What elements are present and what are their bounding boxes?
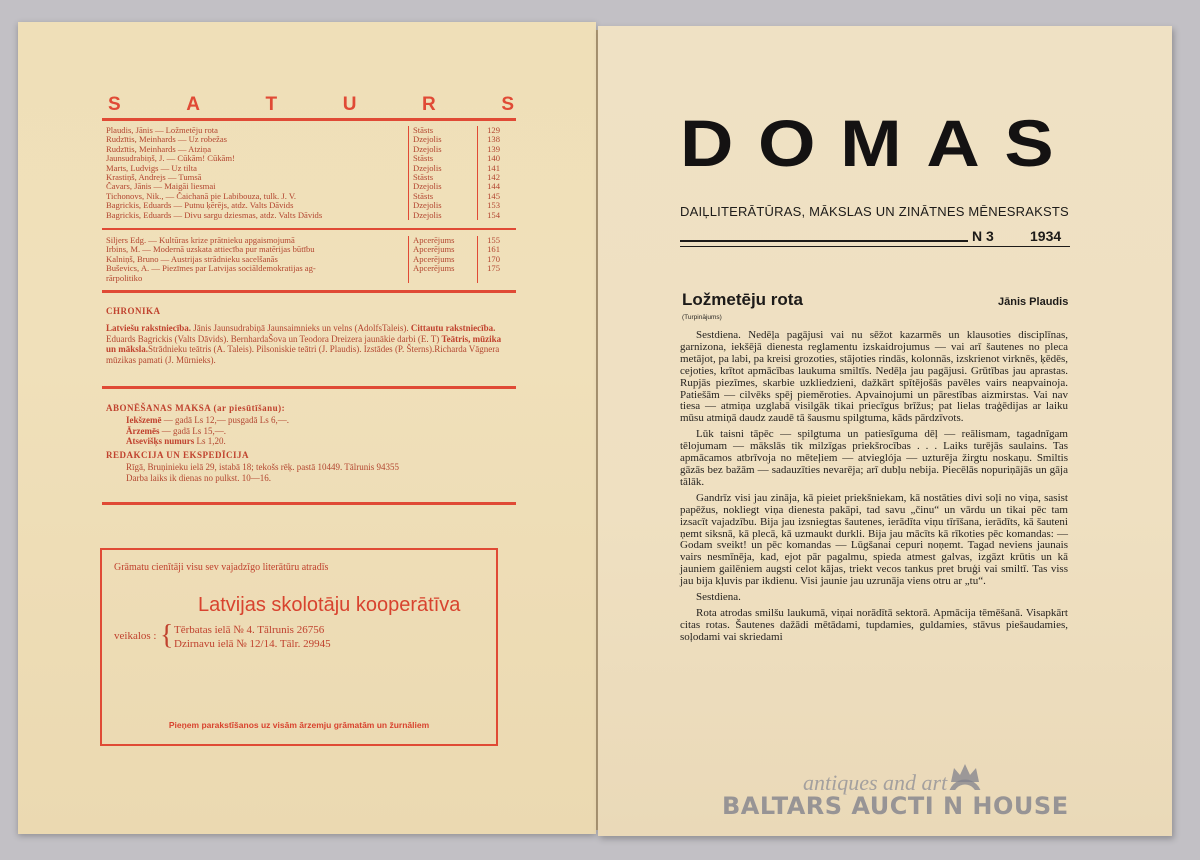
address-line: Darba laiks ik dienas no pulkst. 10—16.	[126, 472, 271, 483]
toc-row	[106, 201, 502, 210]
article-paragraph: Lūk taisni tāpēc — spilgtuma un patiesīguma dēļ — reālismam, tagadnīgam tēlojumam — mākslās tik milzīgas priekšrocības . . . Laiks turējās saulains. Tas apmācamos atbrīvoja no mēteļiem — atvieglója — uzturēja žirgtu noskaņu. Smiltis gāzās bez bažām — sadauzīties nevarēja; arī dubļu nebija. Piecēlās nopuriņājās un gāja tālāk.	[680, 428, 1068, 488]
address-line: Rīgā, Bruņinieku ielā 29, istabā 18; tekošs rēķ. pastā 10449. Tālrunis 94355	[126, 462, 400, 472]
toc-page: 140	[477, 154, 502, 163]
line-text: Richarda Vāgnera mūzikas pamati (J. Mūrnieks).	[106, 344, 500, 365]
bold-label: Teātris, mūzika un māksla.	[106, 333, 502, 354]
toc-genre: Stāsts	[408, 192, 477, 201]
toc-genre: Apcerējums	[408, 245, 477, 254]
bold-label: Latviešu rakstniecība.	[106, 323, 192, 333]
toc-row	[106, 154, 502, 163]
magazine-masthead: DOMAS	[680, 106, 1079, 180]
editorial-heading: REDAKCIJA UN EKSPEDĪCIJA	[106, 450, 250, 460]
article-paragraph: Sestdiena.	[696, 591, 741, 604]
article-paragraph: Gandrīz visi jau zināja, kā pieiet priekšniekam, kā nostāties divi soļi no viņa, sasist papēžus, nokliegt viņa dienesta pakāpi, tad savu „činu“ un vārdu un tikai pēc tam izsacīt vajadzību. Bija jau izsniegtas šautenes, ierādīta viņu tīrīšana, ierādīts, kā šauteni ņemt siksnā, kā plecā, kā uzmaukt durkli. Bija jau mācīts kā rīkoties pēc komandas: — Godam sveikt! un pēc komandas — Lūgšanai cepuri noņemt. Tagad neviens jaunais vairs nesmīnēja, kad, ejot pār pagalmu, spieda atmest galvas, izgāzt krūtis un kā jauniem gailēniem augsti celot kājas, triekt vecos tankus pret bruģi vai smiltī. Tas viss jau bija kļuvis par ikdienu. Visi jaunie jau uzrunāja viens otru ar „tu“.	[680, 491, 1068, 588]
line-text: Strādnieku teātris (A. Taleis). Pilsoniskie teātri (J. Plaudis). Izstādes (P. Šterns).	[148, 344, 435, 354]
toc-row	[106, 164, 502, 173]
bold-label: Ārzemēs	[126, 425, 160, 436]
line-text: Eduards Bagrickis (Valts Dāvids). Bernharda	[106, 333, 269, 344]
saturs-letter: R	[422, 94, 436, 115]
red-rule	[102, 118, 516, 121]
crown-icon	[948, 760, 982, 790]
toc-genre: Stāsts	[408, 126, 477, 135]
line-text: Jānis Jaunsudrabiņā Jaunsaimnieks un velns (Adolfs	[191, 323, 382, 333]
ad-intro-text: Grāmatu cienītāji visu sev vajadzīgo literātūru atradīs	[114, 562, 329, 573]
toc-genre: Apcerējums	[408, 264, 477, 273]
line-text: — gadā Ls 12,— pusgadā Ls 6,—.	[161, 415, 289, 425]
toc-genre: Dzejolis	[408, 164, 477, 173]
ad-cooperative-name: Latvijas skolotāju kooperātīva	[198, 594, 461, 616]
watermark-tagline: antiques and art	[803, 770, 948, 795]
toc-page: 138	[477, 135, 502, 144]
toc-entry: Bagrickis, Eduards — Putnu ķērējs, atdz. Valts Dāvids	[106, 201, 294, 211]
bold-label: Cittautu rakstniecība.	[410, 323, 496, 333]
toc-page: 170	[477, 255, 502, 264]
toc-page: 154	[477, 211, 502, 220]
ad-shops-label: veikalos :	[114, 630, 157, 642]
toc-genre: Dzejolis	[408, 135, 477, 144]
saturs-letter: S	[108, 94, 121, 115]
ad-address-1: Tērbatas ielā № 4. Tālrunis 26756	[174, 624, 325, 636]
toc-row	[106, 135, 502, 144]
toc-page: 141	[477, 164, 502, 173]
toc-genre	[408, 274, 477, 283]
toc-page: 129	[477, 126, 502, 135]
toc-genre: Apcerējums	[408, 236, 477, 245]
toc-row	[106, 145, 502, 154]
toc-entry: Rudzītis, Meinhards — Uz robežas	[106, 135, 228, 145]
watermark-brand: BALTARS AUCTI N HOUSE	[722, 792, 1069, 820]
saturs-letter: S	[501, 94, 514, 115]
toc-page: 153	[477, 201, 502, 210]
red-rule	[102, 228, 516, 230]
toc-genre: Dzejolis	[408, 145, 477, 154]
toc-row	[106, 274, 502, 283]
toc-row	[106, 211, 502, 220]
toc-genre: Stāsts	[408, 173, 477, 182]
toc-row	[106, 182, 502, 191]
article-author: Jānis Plaudis	[998, 296, 1069, 308]
toc-row	[106, 264, 502, 273]
line-text: — gadā Ls 15,—.	[159, 425, 226, 436]
issue-year: 1934	[1030, 228, 1062, 244]
black-rule	[680, 246, 1070, 247]
toc-page: 145	[477, 192, 502, 201]
toc-row	[106, 173, 502, 182]
red-rule	[102, 290, 516, 293]
toc-page: 161	[477, 245, 502, 254]
toc-genre: Stāsts	[408, 154, 477, 163]
toc-entry: Krastiņš, Andrejs — Tumsā	[106, 173, 202, 183]
line-text: Šova un Teodora Dreizera jaunākie darbi (E. T)	[268, 333, 442, 344]
ad-address-2: Dzirnavu ielā № 12/14. Tālr. 29945	[174, 638, 331, 650]
issue-number: N 3	[972, 228, 994, 244]
saturs-heading	[108, 94, 514, 116]
line-text: Ls 1,20.	[194, 436, 226, 446]
chronika-heading: CHRONIKA	[106, 306, 161, 316]
toc-entry: Kalniņš, Bruno — Austrijas strādnieku sacelšanās	[106, 254, 278, 264]
chronika-text	[106, 323, 510, 365]
toc-page: 142	[477, 173, 502, 182]
toc-entry: Irbins, M. — Modernā uzskata attiecība pur matērijas būtību	[106, 245, 315, 255]
article-title: Ložmetēju rota	[682, 290, 803, 309]
toc-entry: Čavars, Jānis — Maigāi liesmai	[106, 182, 216, 192]
toc-entry: Tichonovs, Nik., — Čaichanā pie Labibouza, tulk. J. V.	[106, 191, 297, 201]
toc-entry: Bagrickis, Eduards — Divu sargu dziesmas, atdz. Valts Dāvids	[106, 210, 323, 220]
article-paragraph: Rota atrodas smilšu laukumā, viņai norādītā sektorā. Apmācija tēmēšanā. Visapkārt citas rotas. Šautenes dažādi mētādami, tupdamies, guldamies, stāvus piešaudamies, soļodami vai skriedami	[680, 606, 1068, 643]
brace-symbol: {	[160, 620, 174, 651]
toc-entry: Marts, Ludvigs — Uz tilta	[106, 163, 197, 173]
toc-entry: Rudzītis, Meinhards — Atziņa	[106, 144, 212, 154]
toc-entry: Plaudis, Jānis — Ložmetēju rota	[106, 126, 218, 135]
toc-entry: rārpolitiko	[106, 273, 143, 283]
toc-entry: Jaunsudrabiņš, J. — Cūkām! Cūkām!	[106, 154, 235, 164]
red-rule	[102, 386, 516, 389]
toc-main-list	[106, 126, 502, 220]
toc-page: 144	[477, 182, 502, 191]
editorial-address	[126, 462, 516, 483]
saturs-letter: U	[342, 94, 357, 115]
toc-genre: Dzejolis	[408, 201, 477, 210]
toc-row	[106, 126, 502, 135]
toc-row	[106, 192, 502, 201]
toc-entry: Siljers Edg. — Kultūras krize prātnieku apgaismojumā	[106, 236, 295, 245]
toc-entry: Buševics, A. — Piezīmes par Latvijas sociāldemokratijas ag-	[106, 264, 316, 274]
toc-essays-list	[106, 236, 502, 283]
red-rule	[102, 502, 516, 505]
ad-bottom-note: Pieņem parakstīšanos uz visām ārzemju grāmatām un žurnāliem	[168, 720, 430, 730]
black-rule	[680, 240, 968, 242]
bold-label: Iekšzemē	[126, 415, 162, 425]
saturs-letter: A	[186, 94, 200, 115]
magazine-subtitle: DAIĻLITERĀTŪRAS, MĀKSLAS UN ZINĀTNES MĒNESRAKSTS	[680, 204, 1069, 219]
article-body	[680, 330, 1068, 648]
toc-page: 175	[477, 264, 502, 273]
saturs-letter: T	[265, 94, 278, 115]
article-note: (Turpinājums)	[682, 314, 722, 321]
cooperative-advertisement	[100, 548, 498, 746]
toc-genre: Apcerējums	[408, 255, 477, 264]
left-page-contents	[18, 22, 596, 834]
subscription-heading: ABONĒŠANAS MAKSA (ar piesūtīšanu):	[106, 403, 286, 413]
toc-page	[477, 274, 502, 283]
subscription-prices	[126, 415, 506, 447]
line-text: Taleis).	[382, 323, 411, 333]
bold-label: Atsevišķs numurs	[126, 436, 195, 446]
toc-page: 155	[477, 236, 502, 245]
toc-genre: Dzejolis	[408, 182, 477, 191]
article-paragraph: Sestdiena. Nedēļa pagājusi vai nu sēžot kazarmēs un klausoties disciplīnas, garnizona, iekšējā dienesta reglamentu izskaidrojumus — vai arī šautenes no pleca metājot, pa labi, pa kreisi grozoties, stājoties rindās, kolonnās, izskrienot virknēs, ķēdēs, cejoties, krītot apmācības laukuma smiltīs. Nedēļa jau pagājusi. Grūtības jau aprastas. Rupjās piezīmes, skarbie uzkliedzieni, dažkārt spītējošās pavēles vairs neapvainoja. Patiešām — cilvēks spēj pieměroties. Apvainojumi un pārestības aizmirstas. Vai nav tiesa — atmiņa uzglabā visilgāk tikai priecīgus brīžus; pat lielas traģēdijas ar laiku mūsu atmiņā daudz zaudē tā šausmu spilgtuma, kāds pārdzīvots.	[680, 329, 1068, 425]
toc-genre: Dzejolis	[408, 211, 477, 220]
right-page-contents	[598, 26, 1172, 836]
toc-page: 139	[477, 145, 502, 154]
